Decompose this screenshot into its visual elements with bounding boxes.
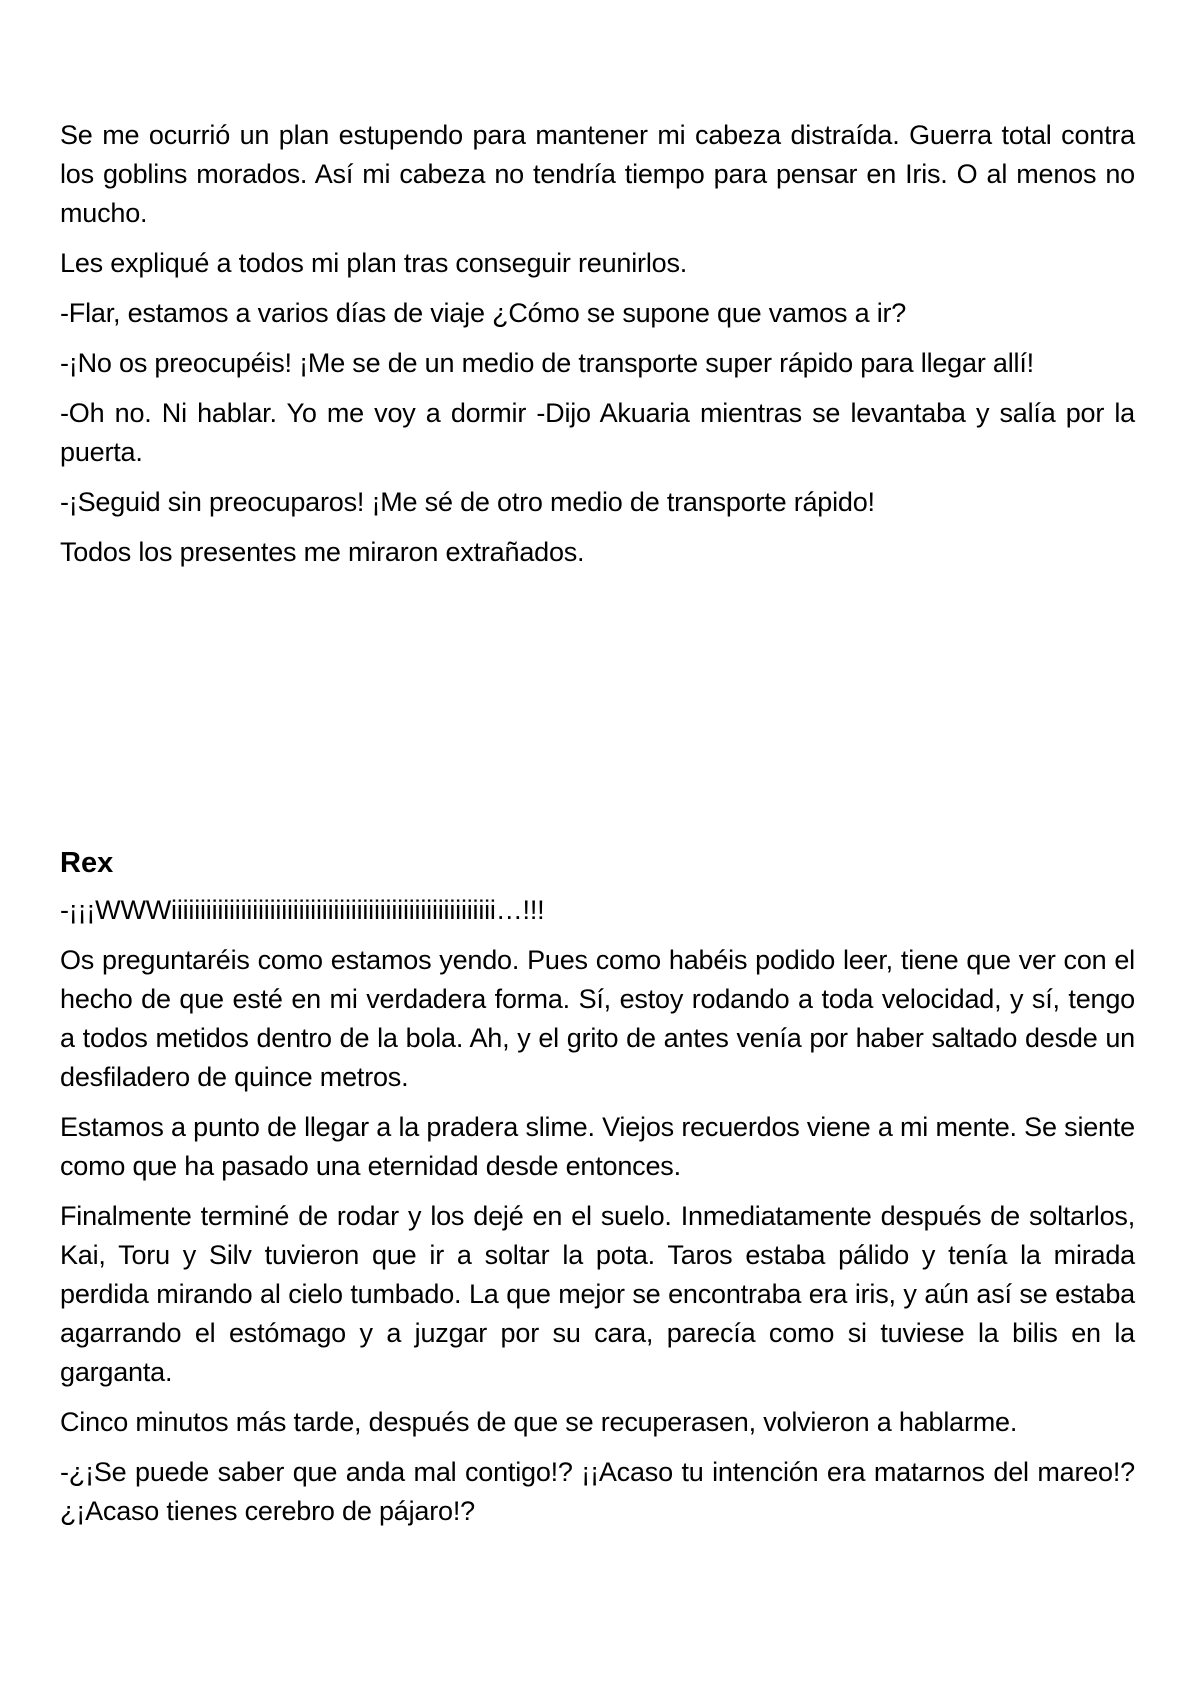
paragraph: Se me ocurrió un plan estupendo para mantener mi cabeza distraída. Guerra total contra los goblins morados. Así mi cabeza no tendría tiempo para pensar en Iris. O al menos no mucho. <box>60 120 1135 228</box>
section-heading: Rex <box>60 847 114 879</box>
paragraph: Os preguntaréis como estamos yendo. Pues como habéis podido leer, tiene que ver con el hecho de que esté en mi verdadera forma. Sí, estoy rodando a toda velocidad, y sí, tengo a todos metidos dentro de la bola. Ah, y el grito de antes venía por haber saltado desde un desfiladero de quince metros. <box>60 945 1135 1092</box>
dialogue-line: -¿¡Se puede saber que anda mal contigo!? ¡¡Acaso tu intención era matarnos del mareo!? ¿¡Acaso tienes cerebro de pájaro!? <box>60 1457 1135 1526</box>
paragraph: Cinco minutos más tarde, después de que se recuperasen, volvieron a hablarme. <box>60 1407 1018 1437</box>
section-flar <box>60 116 1135 583</box>
paragraph: Estamos a punto de llegar a la pradera slime. Viejos recuerdos viene a mi mente. Se siente como que ha pasado una eternidad desde entonces. <box>60 1112 1135 1181</box>
dialogue-line: -¡No os preocupéis! ¡Me se de un medio de transporte super rápido para llegar allí! <box>60 348 1034 378</box>
paragraph: Les expliqué a todos mi plan tras conseguir reunirlos. <box>60 248 688 278</box>
dialogue-line: -Oh no. Ni hablar. Yo me voy a dormir -Dijo Akuaria mientras se levantaba y salía por la puerta. <box>60 398 1135 467</box>
dialogue-line: -Flar, estamos a varios días de viaje ¿Cómo se supone que vamos a ir? <box>60 298 907 328</box>
paragraph: Finalmente terminé de rodar y los dejé en el suelo. Inmediatamente después de soltarlos, Kai, Toru y Silv tuvieron que ir a soltar la pota. Taros estaba pálido y tenía la mirada perdida mirando al cielo tumbado. La que mejor se encontraba era iris, y aún así se estaba agarrando el estómago y a juzgar por su cara, parecía como si tuviese la bilis en la garganta. <box>60 1201 1135 1387</box>
section-rex <box>60 843 1135 1542</box>
dialogue-line: -¡¡¡WWWiiiiiiiiiiiiiiiiiiiiiiiiiiiiiiiiiiiiiiiiiiiiiiiiiiiiiiii…!!! <box>60 895 545 925</box>
paragraph: Todos los presentes me miraron extrañados. <box>60 537 585 567</box>
dialogue-line: -¡Seguid sin preocuparos! ¡Me sé de otro medio de transporte rápido! <box>60 487 875 517</box>
